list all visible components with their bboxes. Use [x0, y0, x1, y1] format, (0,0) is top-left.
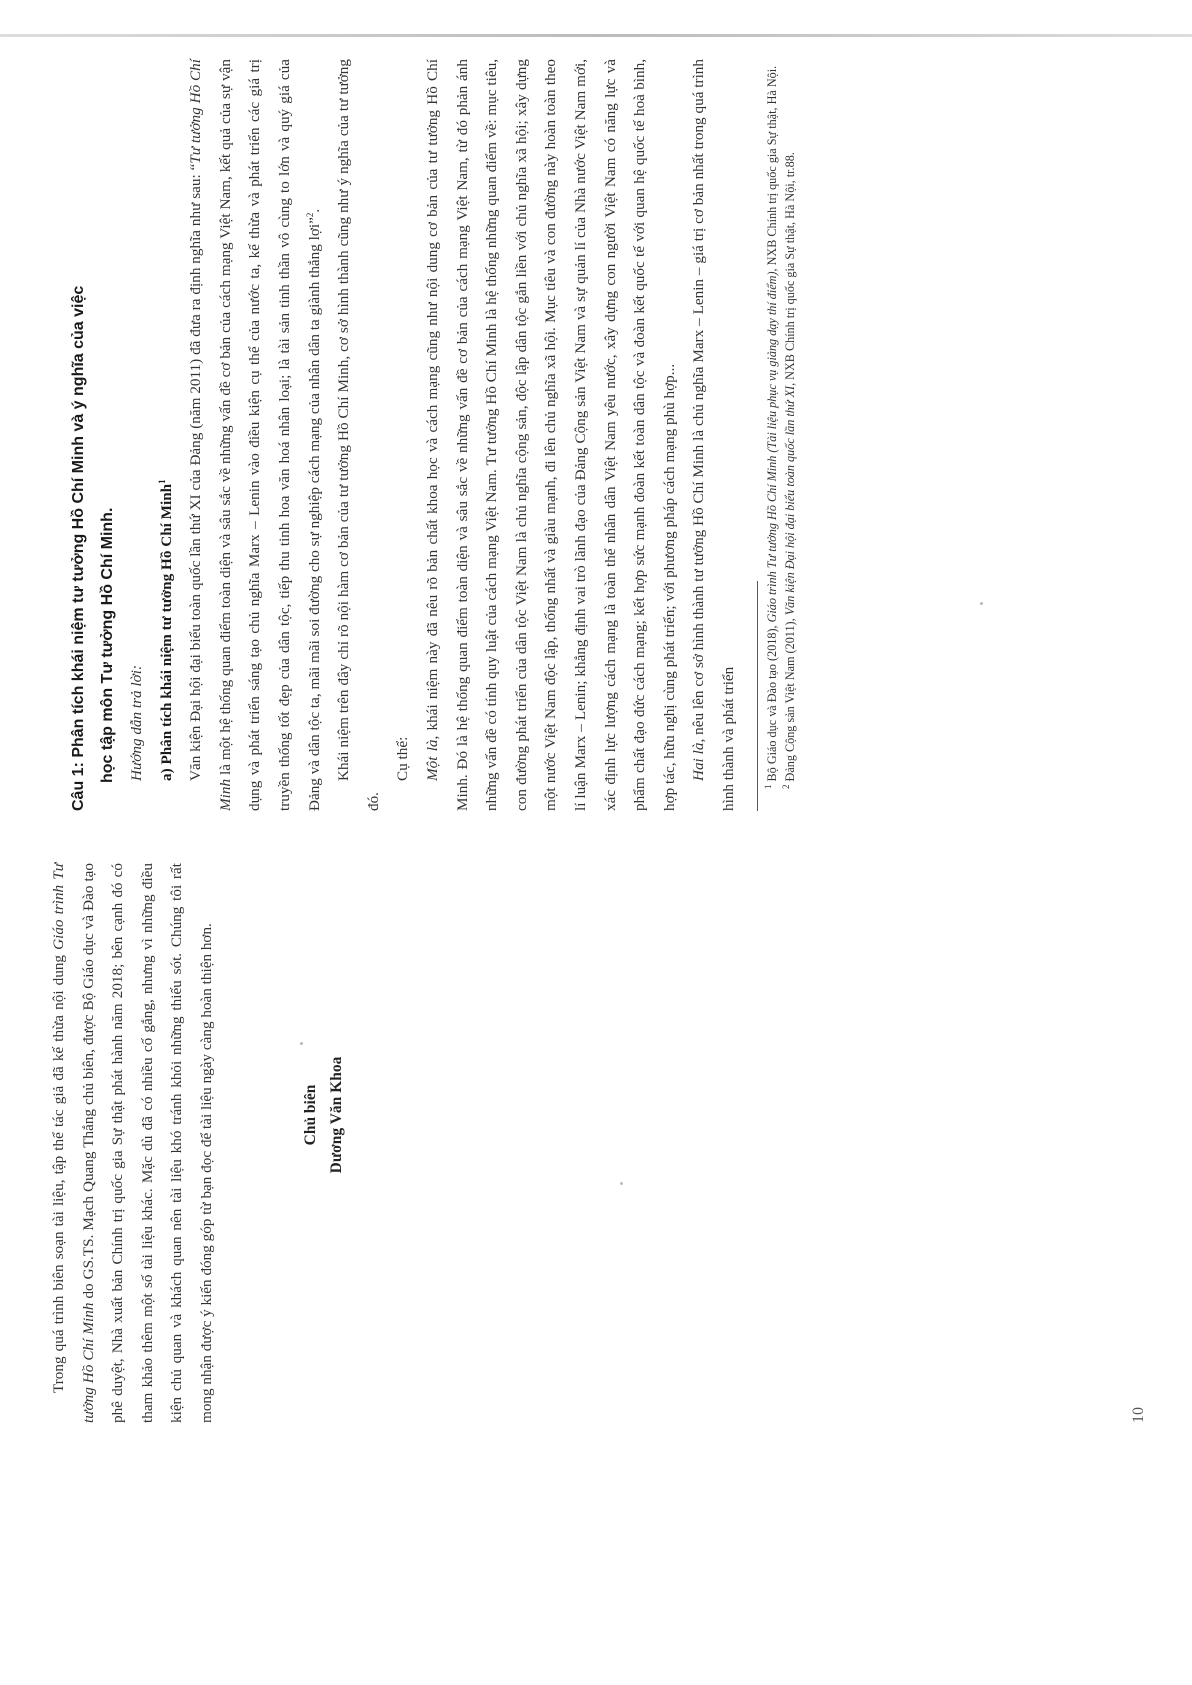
scan-edge-line: [0, 34, 1192, 37]
signature-name: Dương Văn Khoa: [328, 1056, 345, 1174]
point-one-paragraph: Một là, khái niệm này đã nêu rõ bản chất khoa học và cách mạng cũng như nội dung cơ bản của tư tưởng Hồ Chí Minh. Đó là hệ thống quan điểm toàn diện và sâu sắc về những vấn đề cơ bản của cách mạng Việt Nam, từ đó phản ánh những vấn đề có tính quy luật của cách mạng Việt Nam. Tư tưởng Hồ Chí Minh là hệ thống những quan điểm về: mục tiêu, con đường phát triển của dân tộc Việt Nam là chủ nghĩa cộng sản, độc lập dân tộc gắn liền với chủ nghĩa xã hội; xây dựng một nước Việt Nam độc lập, thống nhất và giàu mạnh, đi lên chủ nghĩa xã hội. Mục tiêu và con đường này hoàn toàn theo lí luận Marx – Lenin; khẳng định vai trò lãnh đạo của Đảng Cộng sản Việt Nam và sự quản lí của Nhà nước Việt Nam mới, xác định lực lượng cách mạng là toàn thể nhân dân Việt Nam yêu nước, xây dựng con người Việt Nam có năng lực và phẩm chất đạo đức cách mạng; kết hợp sức mạnh đoàn kết toàn dân tộc và đoàn kết quốc tế với quan hệ quốc tế hoà bình, hợp tác, hữu nghị cùng phát triển; với phương pháp cách mạng phù hợp...: [423, 59, 678, 811]
section-heading-text: a) Phân tích khái niệm tư tưởng Hồ Chí Minh: [157, 483, 175, 781]
footnote-ref: 2: [304, 212, 315, 218]
left-page: [0, 843, 1192, 1685]
scan-dust: [980, 602, 983, 605]
footnote-ref: 1: [763, 784, 774, 789]
italic-text: Văn kiện Đại hội đại biểu toàn quốc lần thứ XI: [783, 385, 798, 616]
definition-paragraph: Văn kiện Đại hội đại biểu toàn quốc lần thứ XI của Đảng (năm 2011) đã đưa ra định nghĩa như sau: “Tư tưởng Hồ Chí Minh là một hệ thống quan điểm toàn diện và sâu sắc về những vấn đề cơ bản của cách mạng Việt Nam, kết quả của sự vận dụng và phát triển sáng tạo chủ nghĩa Marx – Lenin vào điều kiện cụ thể của nước ta, kế thừa và phát triển các giá trị truyền thống tốt đẹp của dân tộc, tiếp thu tinh hoa văn hoá nhân loại; là tài sản tinh thần vô cùng to lớn và quý giá của Đảng và dân tộc ta, mãi mãi soi đường cho sự nghiệp cách mạng của nhân dân ta giành thắng lợi”$^2$.: [187, 59, 323, 811]
footnote-2: $^2$ Đảng Cộng sản Việt Nam (2011), Văn kiện Đại hội đại biểu toàn quốc lần thứ XI, NXB Chính trị quốc gia Sự thật, Hà Nội, tr.88.: [781, 152, 798, 789]
signature-block: [298, 965, 350, 1265]
answer-guide-label: Hướng dẫn trả lời:: [128, 664, 145, 781]
italic-text: Giáo trình Tư tưởng Hồ Chí Minh (Tài liệu phục vụ giảng dạy thí điểm): [765, 271, 780, 623]
preface-text: [44, 863, 222, 1423]
page-number-left: 10: [1130, 1407, 1147, 1423]
intro-paragraph: Khái niệm trên đây chỉ rõ nội hàm cơ bản của tư tưởng Hồ Chí Minh, cơ sở hình thành cũng như ý nghĩa của tư tưởng đó.: [335, 59, 382, 811]
footnote-ref: 1: [156, 479, 167, 484]
specifics-label: Cụ thể:: [394, 736, 412, 781]
question-title-continued: học tập môn Tư tưởng Hồ Chí Minh.: [99, 507, 116, 783]
italic-text: Tư tưởng Hồ Chí Minh: [187, 59, 234, 811]
italic-text: Một là: [423, 739, 441, 781]
scan-dust: [620, 1182, 623, 1185]
footnote-1: $^1$ Bộ Giáo dục và Đào tạo (2018), Giáo trình Tư tưởng Hồ Chí Minh (Tài liệu phục vụ giảng dạy thí điểm), NXB Chính trị quốc gia Sự thật, Hà Nội.: [763, 65, 780, 789]
section-heading: [152, 59, 182, 811]
scan-dust: [300, 1042, 303, 1045]
italic-text: Giáo trình Tư tưởng Hồ Chí Minh: [50, 863, 97, 1423]
preface-paragraph: Trong quá trình biên soạn tài liệu, tập thể tác giả đã kế thừa nội dung Giáo trình Tư tưởng Hồ Chí Minh do GS.TS. Mạch Quang Thắng chủ biên, được Bộ Giáo dục và Đào tạo phê duyệt, Nhà xuất bản Chính trị quốc gia Sự thật phát hành năm 2018; bên cạnh đó có tham khảo thêm một số tài liệu khác. Mặc dù đã có nhiều cố gắng, nhưng vì những điều kiện chủ quan và khách quan nên tài liệu khó tránh khỏi những thiếu sót. Chúng tôi rất mong nhận được ý kiến đóng góp từ bạn đọc để tài liệu ngày càng hoàn thiện hơn.: [50, 862, 215, 1423]
signature-role: Chủ biên: [302, 1084, 319, 1146]
footnote-divider: [757, 581, 758, 811]
point-two-paragraph: Hai là, nêu lên cơ sở hình thành tư tưởng Hồ Chí Minh là chủ nghĩa Marx – Lenin – giá trị cơ bản nhất trong quá trình hình thành và phát triển: [690, 59, 737, 811]
question-title: Câu 1: Phân tích khái niệm tư tưởng Hồ Chí Minh và ý nghĩa của việc: [70, 285, 87, 811]
footnote-ref: 2: [781, 784, 792, 789]
question-text: [64, 59, 800, 811]
italic-text: Hai là: [690, 742, 708, 781]
